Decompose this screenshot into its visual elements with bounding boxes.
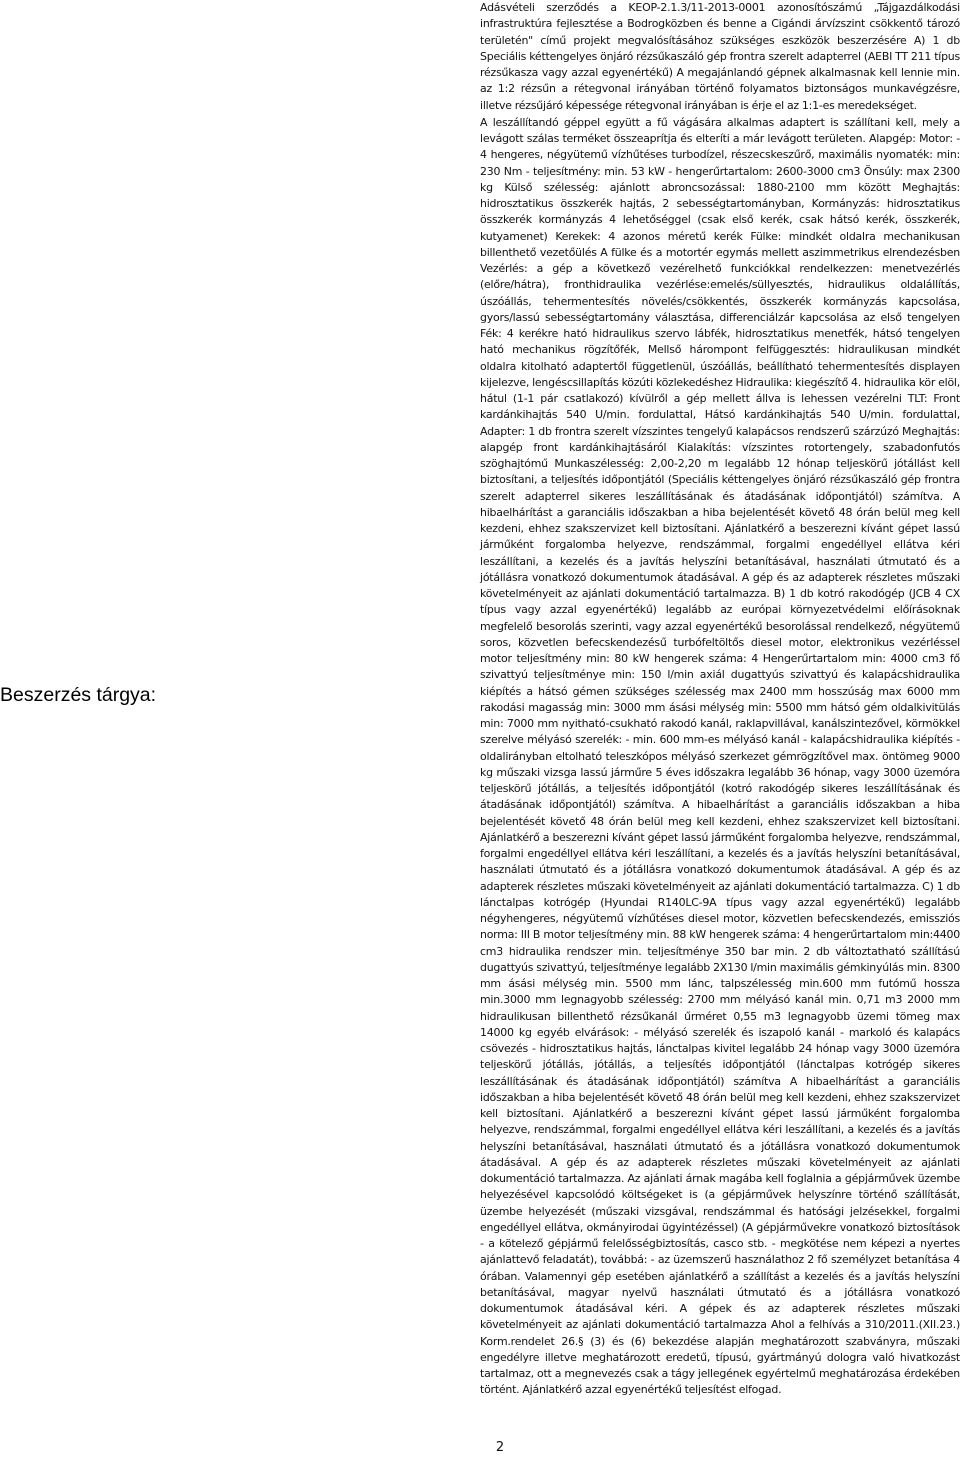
field-content: [480, 0, 960, 1399]
page-number: 2: [495, 1440, 505, 1455]
procurement-paragraph-2: A leszállítandó géppel együtt a fű vágására alkalmas adaptert is szállítani kell, mely a levágott szálas terméket összeaprítja és elteríti a már levágott területen. Alapgép: Motor: - 4 hengeres, négyütemű vízhűtéses turbodízel, részecskeszűrő, maximális nyomaték: min: 230 Nm - teljesítmény: min. 53 kW - hengerűrtartalom: 2600-3000 cm3 Önsúly: max 2300 kg Külső szélesség: ajánlott abroncsozással: 1880-2100 mm között Meghajtás: hidrosztatikus összkerék hajtás, 2 sebességtartományban, Kormányzás: hidrosztatikus összkerék kormányzás 4 lehetőséggel (csak első kerék, csak hátsó kerék, összkerék, kutyamenet) Kerekek: 4 azonos méretű kerék Fülke: mindkét oldalra mechanikusan billenthető vezetőülés A fülke és a motortér egymás mellett aszimmetrikus elrendezésben Vezérlés: a gép a következő vezérelhető funkciókkal rendelkezzen: menetvezérlés (előre/hátra), fronthidraulika vezérlése:emelés/süllyesztés, hidraulikus oldalállítás, úszóállás, tehermentesítés növelés/csökkentés, összkerék kormányzás kapcsolása, gyors/lassú sebességtartomány választása, differenciálzár kapcsolása az első tengelyen Fék: 4 kerékre ható hidraulikus szervo lábfék, hidrosztatikus menetfék, hátsó tengelyen ható mechanikus rögzítőfék, Mellső hárompont felfüggesztés: hidraulikusan mindkét oldalra kitolható adaptertől függetlenül, úszóállás, beállítható tehermentesítés displayen kijelezve, lengéscsillapítás közúti közlekedéshez Hidraulika: kiegészítő 4. hidraulika kör elöl, hátul (1-1 pár csatlakozó) kívülről a gép mellett állva is lehessen vezérelni TLT: Front kardánkihajtás 540 U/min. fordulattal, Hátsó kardánkihajtás 540 U/min. fordulattal, Adapter: 1 db frontra szerelt vízszintes tengelyű kalapácsos rendszerű szárzúzó Meghajtás: alapgép front kardánkihajtásáról Kialakítás: vízszintes rotortengely, szabadonfutós szöghajtómű Munkaszélesség: 2,00-2,20 m legalább 12 hónap teljeskörű jótállást kell biztosítani, a teljesítés időpontjától (Speciális kéttengelyes önjáró rézsűkaszáló gép frontra szerelt adapterrel sikeres leszállításának és átadásának időpontjától) számítva. A hibaelhárítást a garanciális időszakban a hiba bejelentését követő 48 órán belül meg kell kezdeni, ehhez szakszervizet kell biztosítani. Ajánlatkérő a beszerezni kívánt gépet lassú járműként forgalomba helyezve, rendszámmal, forgalmi engedéllyel ellátva kéri leszállítani, a kezelés és a javítás helyszíni betanításával, használati útmutató és a jótállásra vonatkozó dokumentumok átadásával. A gép és az adapterek részletes műszaki követelményeit az ajánlati dokumentáció tartalmazza. B) 1 db kotró rakodógép (JCB 4 CX típus vagy azzal egyenértékű) legalább az európai környezetvédelmi előírásoknak megfelelő besorolás szerinti, vagy azzal egyenértékű besorolással rendelkező, négyütemű soros, közvetlen befecskendezésű turbófeltöltős diesel motor, elektronikus vezérléssel motor teljesítmény min: 80 kW hengerek száma: 4 Hengerűrtartalom min: 4000 cm3 fő szivattyú teljesítménye min: 150 l/min axiál dugattyús szivattyú és kalapácshidraulika kiépítés a hátsó gémen szükséges szélesség max 2400 mm hosszúság max 6000 mm rakodási magasság min: 3000 mm ásási mélység min: 5500 mm hátsó gém oldalkivitülás min: 7000 mm nyitható-csukható rakodó kanál, raklapvillával, kanálszintezővel, körmökkel szerelve mélyásó szerelék: - min. 600 mm-es mélyásó kanál - kalapácshidraulika kiépítés - oldalirányban eltolható teleszkópos mélyásó szerkezet gémrögzítővel max. öntömeg 9000 kg műszaki vizsga lassú járműre 5 éves időszakra legalább 36 hónap, vagy 3000 üzemóra teljeskörű jótállás, a teljesítés időpontjától (kotró rakodógép sikeres leszállításának és átadásának időpontjától) számítva. A hibaelhárítást a garanciális időszakban a hiba bejelentését követő 48 órán belül meg kell kezdeni, ehhez szakszervizet kell biztosítani. Ajánlatkérő a beszerezni kívánt gépet lassú járműként forgalomba helyezve, rendszámmal, forgalmi engedéllyel ellátva kéri leszállítani, a kezelés és a javítás helyszíni betanításával, használati útmutató és a jótállásra vonatkozó dokumentumok átadásával. A gép és az adapterek részletes műszaki követelményeit az ajánlati dokumentáció tartalmazza. C) 1 db lánctalpas kotrógép (Hyundai R140LC-9A típus vagy azzal egyenértékű) legalább négyhengeres, négyütemű vízhűtéses diesel motor, közvetlen befecskendezés, emissziós norma: III B motor teljesítmény min. 88 kW hengerek száma: 4 hengerűrtartalom min:4400 cm3 hidraulika rendszer min. teljesítménye 350 bar min. 2 db változtatható szállítású dugattyús szivattyú, teljesítménye legalább 2X130 l/min maximális gémkinyúlás min. 8300 mm ásási mélység min. 5500 mm lánc, talpszélesség min.600 mm futómű hossza min.3000 mm legnagyobb szélesség: 2700 mm mélyásó kanál min. 0,71 m3 2000 mm hidraulikusan billenthető rézsűkanál űrméret 0,55 m3 legnagyobb üzemi tömeg max 14000 kg egyéb elvárások: - mélyásó szerelék és iszapoló kanál - markoló és kalapács csövezés - hidrosztatikus hajtás, lánctalpas kivitel legalább 24 hónap vagy 3000 üzemóra teljeskörű jótállás, jótállás, a teljesítés időpontjától (lánctalpas kotrógép sikeres leszállításának és átadásának időpontjától) számítva A hibaelhárítást a garanciális időszakban a hiba bejelentését követő 48 órán belül meg kell kezdeni, ehhez szakszervizet kell biztosítani. Ajánlatkérő a beszerezni kívánt gépet lassú járműként forgalomba helyezve, rendszámmal, forgalmi engedéllyel ellátva kéri leszállítani, a kezelés és a javítás helyszíni betanításával, használati útmutató és a jótállásra vonatkozó dokumentumok átadásával. A gép és az adapterek részletes műszaki követelményeit az ajánlati dokumentáció tartalmazza. Az ajánlati árnak magába kell foglalnia a gépjárművek üzembe helyezésével kapcsolódó költségeket is (a gépjárművek helyszínre történő szállítását, üzembe helyezését (műszaki vizsgával, rendszámmal és hatósági jelzésekkel, forgalmi engedéllyel ellátva, okmányirodai ügyintézéssel) (A gépjárművekre vonatkozó biztosítások - a kötelező gépjármű felelősségbiztosítás, casco stb. - megkötése nem képezi a nyertes ajánlattevő feladatát), továbbá: - az üzemszerű használathoz 2 fő személyzet betanítása 4 órában. Valamennyi gép esetében ajánlatkérő a szállítást a kezelés és a javítás helyszíni betanításával, magyar nyelvű használati útmutató és a jótállásra vonatkozó dokumentumok átadásával kéri. A gépek és az adapterek részletes műszaki követelményeit az ajánlati dokumentáció tartalmazza Ahol a felhívás a 310/2011.(XII.23.) Korm.rendelet 26.§ (3) és (6) bekezdése alapján meghatározott szabványra, műszaki engedélyre illetve meghatározott eredetű, típusú, gyártmányú dologra való hivatkozást tartalmaz, ott a megnevezés csak a tágy jellegének egyértelmű meghatározása érdekében történt. Ajánlatkérő azzal egyenértékű teljesítést elfogad.: [480, 115, 960, 1397]
field-label: Beszerzés tárgya:: [0, 684, 157, 706]
procurement-paragraph-1: Adásvételi szerződés a KEOP-2.1.3/11-2013-0001 azonosítószámú „Tájgazdálkodási infrastruktúra fejlesztése a Bodrogközben és benne a Cigándi árvízszint csökkentő tározó területén" című projekt megvalósításához szükséges eszközök beszerzésére A) 1 db Speciális kéttengelyes önjáró rézsűkaszáló gép frontra szerelt adapterrel (AEBI TT 211 típus rézsűkasza vagy azzal egyenértékű) A megajánlandó gépnek alkalmasnak kell lennie min. az 1:2 rézsűn a rétegvonal irányában történő folyamatos biztonságos munkavégzésre, illetve rézsűjáró képessége rétegvonal irányában is érje el az 1:1-es meredekséget.: [480, 1, 960, 112]
